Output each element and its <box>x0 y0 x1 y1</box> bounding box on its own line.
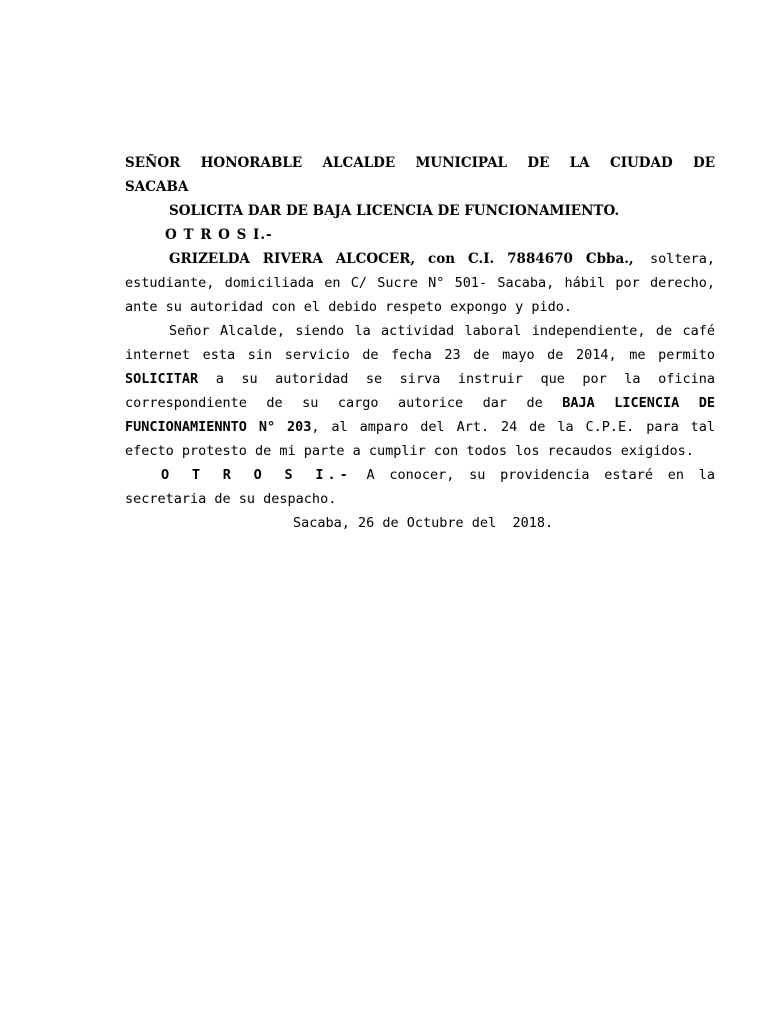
request-keyword: SOLICITAR <box>125 371 199 387</box>
request-text-2: a su autoridad se sirva instruir que por la oficina correspondiente de su cargo autorice dar de <box>125 371 715 411</box>
subject-line: SOLICITA DAR DE BAJA LICENCIA DE FUNCIONAMIENTO. <box>169 203 620 219</box>
otrosi-text: A conocer, su providencia estaré en la secretaria de su despacho. <box>125 467 715 507</box>
addressee-line-1: SEÑOR HONORABLE ALCALDE MUNICIPAL DE LA CIUDAD DE <box>125 155 715 171</box>
addressee-line-2: SACABA <box>125 179 189 195</box>
license-reference: BAJA LICENCIA DE FUNCIONAMIENNTO N° 203 <box>125 395 716 435</box>
otrosi-paragraph <box>125 463 715 511</box>
otrosi-label: O T R O S I.- <box>161 467 352 483</box>
otrosi-heading: O T R O S I.- <box>165 227 273 243</box>
request-text-1: Señor Alcalde, siendo la actividad laboral independiente, de café internet esta sin servicio de fecha 23 de mayo de 2014, me permito <box>125 323 715 363</box>
petitioner-identification: GRIZELDA RIVERA ALCOCER, con C.I. 7884670 Cbba., <box>169 251 634 267</box>
request-text-3: , al amparo del Art. 24 de la C.P.E. para tal efecto protesto de mi parte a cumplir con todos los recaudos exigidos. <box>125 419 716 459</box>
request-paragraph <box>125 319 715 463</box>
place-and-date: Sacaba, 26 de Octubre del 2018. <box>293 515 554 531</box>
letter-body <box>125 151 715 535</box>
petitioner-details: soltera, estudiante, domiciliada en C/ Sucre N° 501- Sacaba, hábil por derecho, ante su autoridad con el debido respeto expongo y pido. <box>125 251 715 315</box>
intro-paragraph <box>125 247 715 319</box>
